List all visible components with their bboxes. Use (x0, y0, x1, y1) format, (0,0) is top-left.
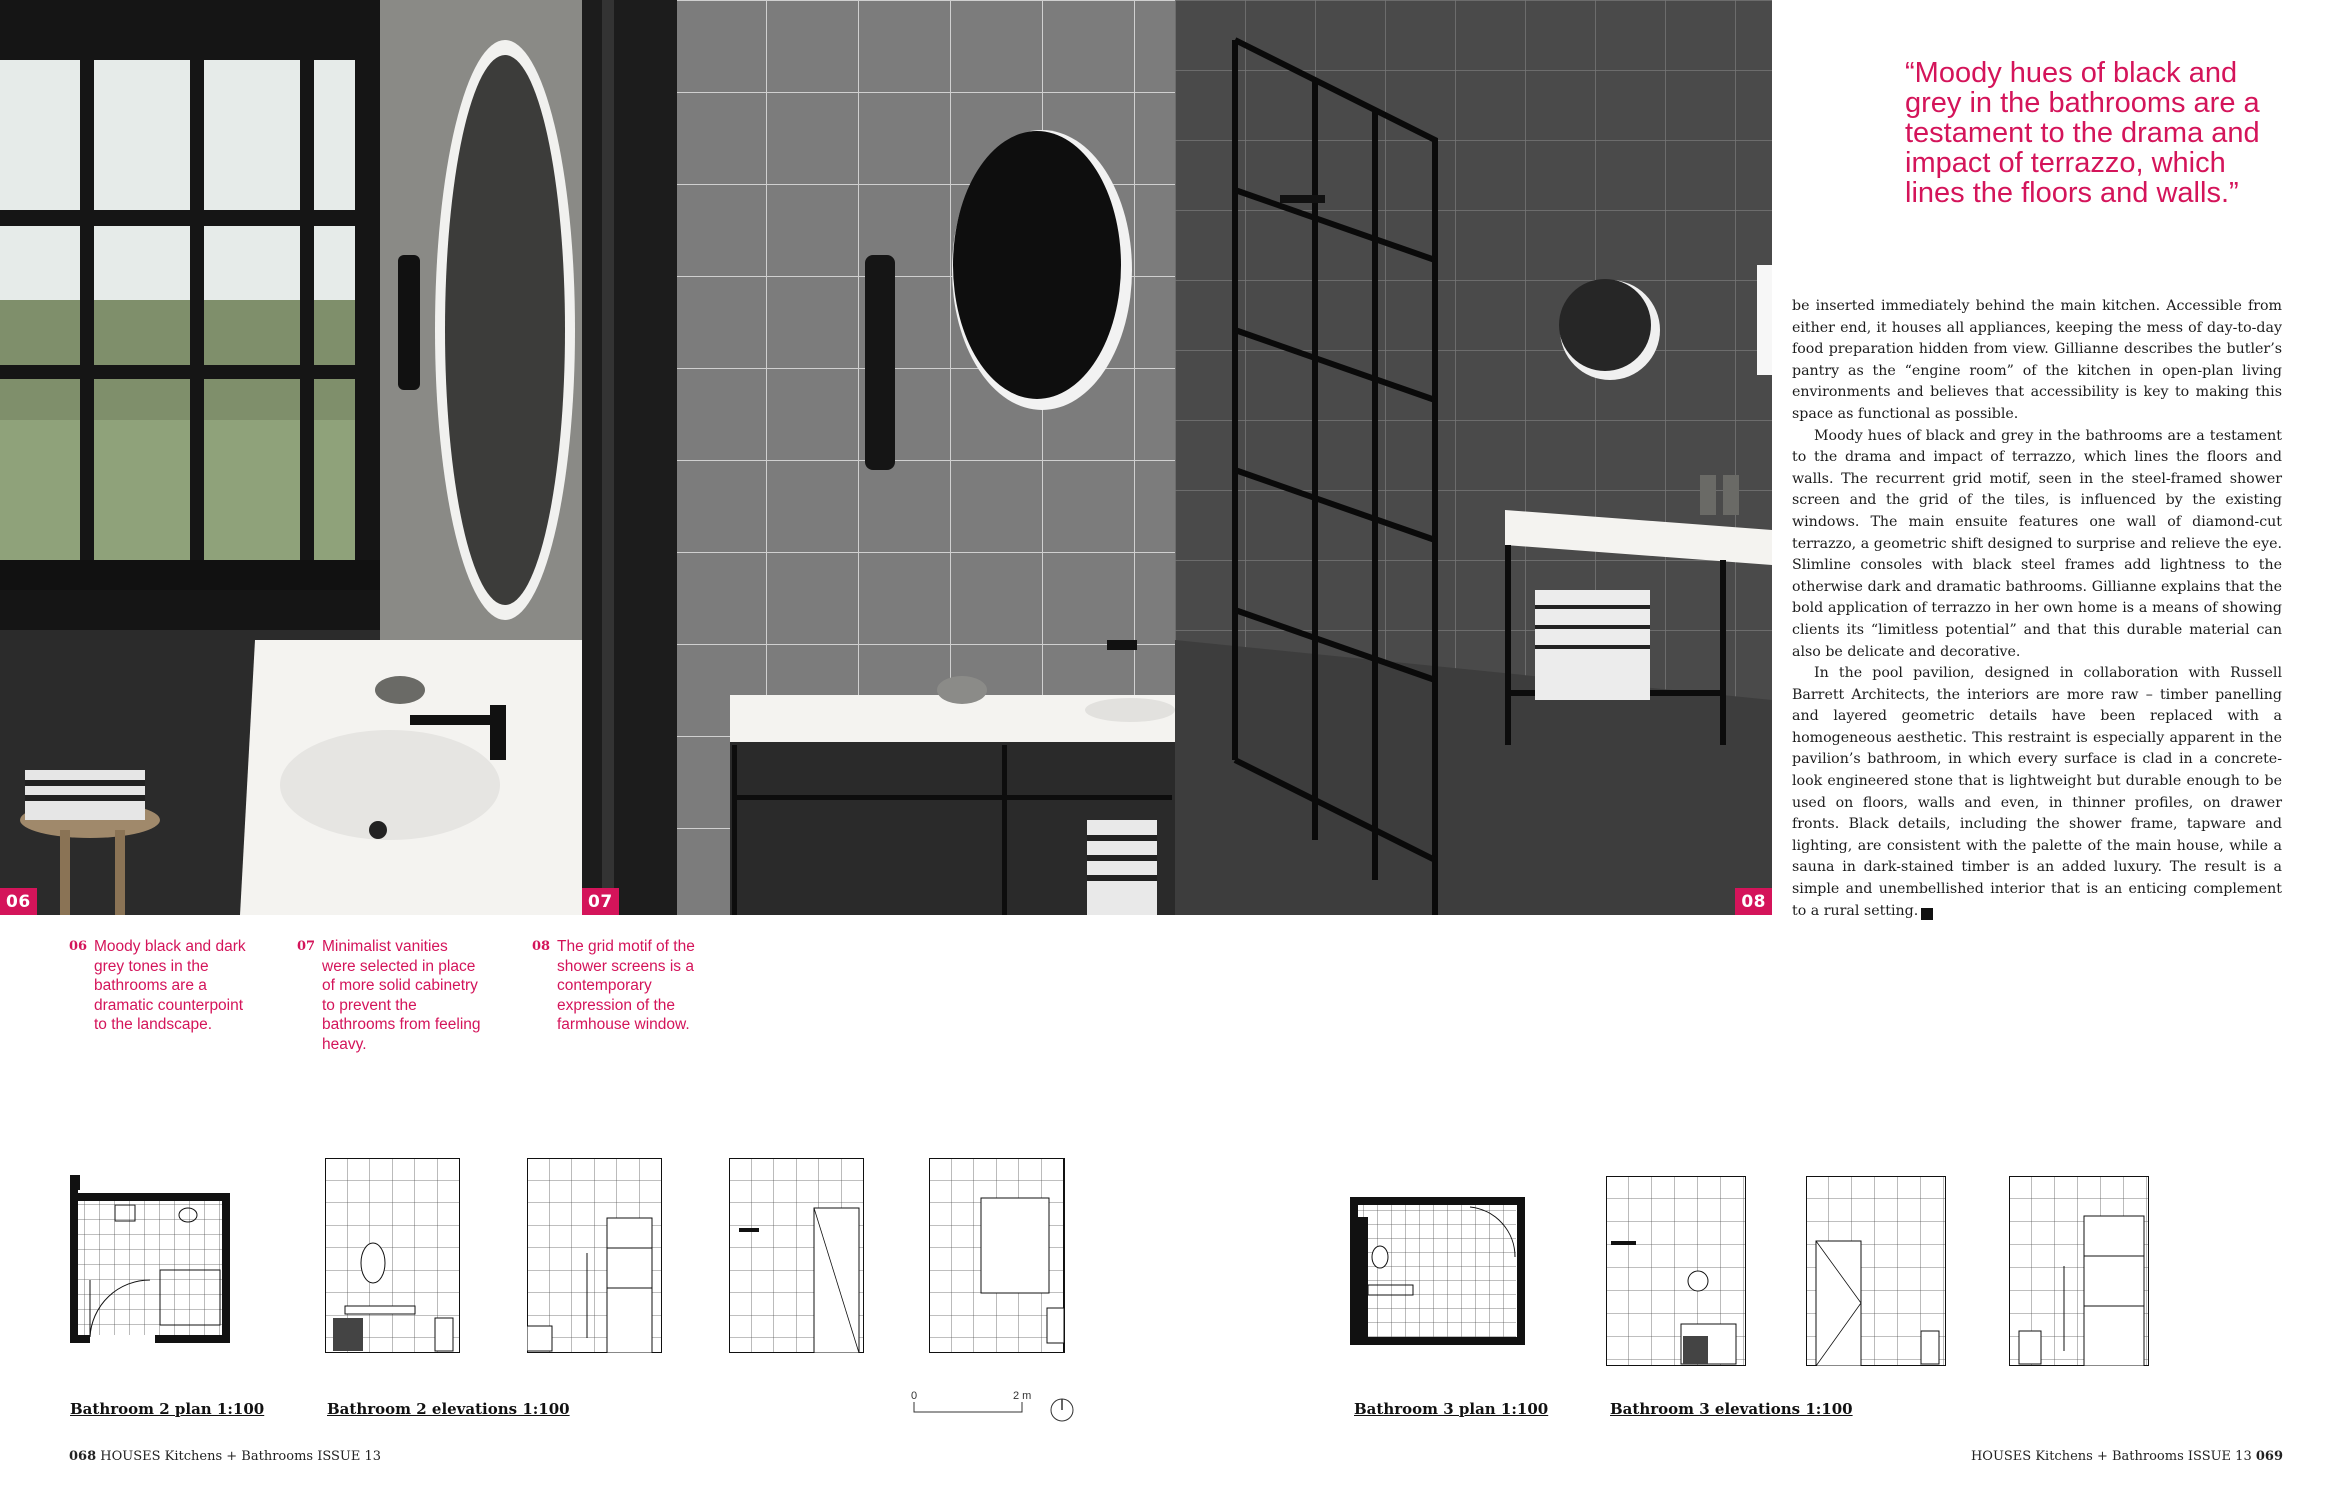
bathroom-2-elevations-label: Bathroom 2 elevations 1:100 (327, 1400, 570, 1418)
caption-number: 07 (297, 939, 316, 954)
paragraph: be inserted immediately behind the main kitchen. Accessible from either end, it houses all appliances, keeping the mess of day-to-day food preparation hidden from view. Gillianne describes the butler’s pantry as the “engine room” of the kitchen in open-plan living environments and believes that accessibility is key to making this space as functional as possible. (1792, 298, 2282, 422)
pull-quote: “Moody hues of black and grey in the bathrooms are a testament to the drama and impact of terrazzo, which lines the floors and walls.” (1905, 57, 2260, 209)
bathroom-2-plan-label: Bathroom 2 plan 1:100 (70, 1400, 265, 1418)
caption-number: 08 (532, 939, 551, 954)
footer-right (1971, 1449, 2283, 1464)
paragraph-text: In the pool pavilion, designed in collaboration with Russell Barrett Architects, the interiors are more raw – timber panelling and layered geometric details have been replaced with a homogeneous aesthetic. This restraint is especially apparent in the pavilion’s bathroom, in which every surface is clad in a concrete-look engineered stone that is lightweight but durable enough to be used on floors, walls and even, in thinner profiles, on drawer fronts. Black details, including the shower frame, tapware and lighting, are consistent with the palette of the main house, while a sauna in dark-stained timber is an added luxury. The result is a simple and unembellished interior that is an enticing complement to a rural setting. (1792, 665, 2282, 919)
caption-06 (69, 937, 254, 1035)
caption-08 (532, 937, 707, 1035)
scale-zero-label: 0 (911, 1390, 918, 1402)
article-body (1792, 296, 2282, 922)
paragraph (1792, 663, 2282, 922)
caption-07 (297, 937, 482, 1054)
paragraph: Moody hues of black and grey in the bathrooms are a testament to the drama and impact of terrazzo, which lines the floors and walls. The recurrent grid motif, seen in the steel-framed shower screen and the grid of the tiles, is influenced by the existing windows. The main ensuite features one wall of diamond-cut terrazzo, a geometric shift designed to surprise and relieve the eye. Slimline consoles with black steel frames add lightness to the otherwise dark and dramatic bathrooms. Gillianne explains that the bold application of terrazzo in her own home is a means of showing clients its “limitless potential” and that this durable material can also be delicate and decorative. (1792, 427, 2282, 660)
footer-right-text: HOUSES Kitchens + Bathrooms ISSUE 13 (1970, 1449, 2252, 1464)
bathroom-2-elevation-2 (527, 1158, 662, 1353)
page-number-left: 068 (69, 1449, 97, 1464)
photo-07-image (582, 0, 1175, 915)
page-number-right: 069 (2255, 1449, 2283, 1464)
bathroom-3-plan-label: Bathroom 3 plan 1:100 (1354, 1400, 1549, 1418)
bathroom-3-elevation-1 (1606, 1176, 1746, 1366)
photo-07 (582, 0, 1175, 915)
photo-06 (0, 0, 582, 915)
bathroom-2-elevation-3 (729, 1158, 864, 1353)
end-of-article-icon: H (1921, 908, 1933, 920)
bathroom-3-elevation-3 (2009, 1176, 2149, 1366)
photo-08-number: 08 (1735, 888, 1772, 915)
footer-left (69, 1449, 381, 1464)
bathroom-2-elevation-1 (325, 1158, 460, 1353)
caption-text: Minimalist vanities were selected in place of more solid cabinetry to prevent the bathrooms from feeling heavy. (322, 938, 481, 1053)
bathroom-2-plan (70, 1175, 235, 1345)
bathroom-3-plan (1350, 1197, 1525, 1345)
scale-bar (912, 1390, 1084, 1430)
photo-08 (1175, 0, 1772, 915)
photo-08-image (1175, 0, 1772, 915)
photo-06-number: 06 (0, 888, 37, 915)
bathroom-2-elevation-4 (929, 1158, 1069, 1353)
caption-text: The grid motif of the shower screens is a contemporary expression of the farmhouse window. (557, 938, 695, 1033)
photo-07-number: 07 (582, 888, 619, 915)
bathroom-3-elevation-2 (1806, 1176, 1946, 1366)
scale-end-label: 2 m (1013, 1390, 1032, 1402)
caption-number: 06 (69, 939, 88, 954)
bathroom-3-elevations-label: Bathroom 3 elevations 1:100 (1610, 1400, 1853, 1418)
caption-text: Moody black and dark grey tones in the bathrooms are a dramatic counterpoint to the landscape. (94, 938, 246, 1033)
photo-06-image (0, 0, 582, 915)
footer-left-text: HOUSES Kitchens + Bathrooms ISSUE 13 (100, 1449, 382, 1464)
